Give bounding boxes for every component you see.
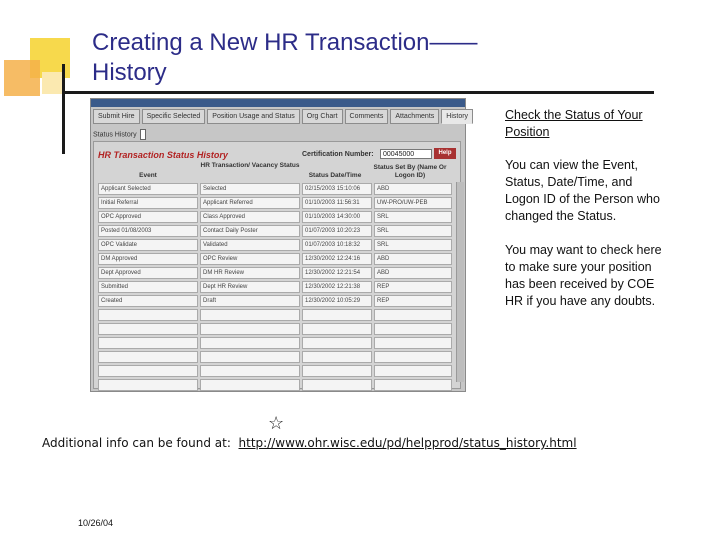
table-cell-setby: UW-PRO/UW-PEB [374,197,452,209]
status-history-table [98,183,454,393]
table-cell-status: Selected [200,183,300,195]
column-header-setby: Status Set By (Name Or Logon ID) [373,164,447,179]
table-cell-datetime: 01/10/2003 14:30:00 [302,211,372,223]
table-row-empty [98,379,454,391]
star-icon: ☆ [268,413,285,433]
help-button[interactable]: Help [434,148,456,159]
table-cell-empty [302,309,372,321]
table-cell-event: Applicant Selected [98,183,198,195]
table-row [98,225,454,237]
sidebar-heading: Check the Status of Your Position [505,108,643,139]
table-cell-status: Contact Daily Poster [200,225,300,237]
table-cell-status: Draft [200,295,300,307]
status-history-link[interactable]: http://www.ohr.wisc.edu/pd/helpprod/status_history.html [238,436,577,450]
tab-submit-hire[interactable]: Submit Hire [93,109,140,124]
table-cell-setby: REP [374,295,452,307]
table-cell-empty [302,365,372,377]
table-row [98,183,454,195]
table-cell-empty [200,351,300,363]
table-cell-datetime: 01/07/2003 10:18:32 [302,239,372,251]
vertical-rule [62,64,65,154]
slide-date: 10/26/04 [78,518,114,528]
table-cell-empty [374,365,452,377]
table-cell-empty [374,379,452,391]
table-cell-empty [200,365,300,377]
table-cell-empty [98,351,198,363]
table-cell-datetime: 12/30/2002 12:21:38 [302,281,372,293]
table-cell-empty [98,323,198,335]
table-cell-empty [200,323,300,335]
sidebar-paragraph-2: You may want to check here to make sure your position has been received by COE HR if you have any doubts. [505,243,662,308]
table-cell-status: Dept HR Review [200,281,300,293]
certification-label: Certification Number: [302,151,374,158]
tab-position-usage[interactable]: Position Usage and Status [207,109,300,124]
table-cell-empty [374,351,452,363]
sidebar-paragraph-1: You can view the Event, Status, Date/Time, and Logon ID of the Person who changed the Status. [505,158,660,223]
table-cell-empty [374,337,452,349]
subtab-indicator [140,129,146,140]
table-cell-status: OPC Review [200,253,300,265]
tab-history[interactable]: History [441,109,473,124]
table-row [98,211,454,223]
table-cell-empty [374,309,452,321]
title-rule [62,91,654,94]
table-cell-empty [98,309,198,321]
table-row-empty [98,351,454,363]
table-scrollbar[interactable] [456,182,464,382]
table-cell-event: Submitted [98,281,198,293]
table-row [98,267,454,279]
table-row [98,197,454,209]
table-cell-status: DM HR Review [200,267,300,279]
table-cell-status: Validated [200,239,300,251]
table-cell-datetime: 01/10/2003 11:56:31 [302,197,372,209]
table-cell-empty [302,323,372,335]
tab-attachments[interactable]: Attachments [390,109,439,124]
table-cell-empty [98,379,198,391]
table-cell-setby: ABD [374,253,452,265]
app-menu-bar [91,99,465,107]
column-header-event: Event [139,172,157,179]
decorative-square-orange [4,60,40,96]
table-cell-setby: REP [374,281,452,293]
table-cell-datetime: 12/30/2002 10:05:29 [302,295,372,307]
table-cell-empty [98,365,198,377]
table-cell-datetime: 12/30/2002 12:21:54 [302,267,372,279]
panel-title: HR Transaction Status History [98,150,228,160]
table-cell-empty [374,323,452,335]
table-cell-datetime: 12/30/2002 12:24:16 [302,253,372,265]
table-cell-event: Created [98,295,198,307]
table-cell-event: Posted 01/08/2003 [98,225,198,237]
column-header-datetime: Status Date/Time [308,172,362,179]
table-cell-empty [200,309,300,321]
table-row-empty [98,309,454,321]
table-cell-event: Dept Approved [98,267,198,279]
table-cell-empty [302,351,372,363]
decorative-square-pale [42,72,64,94]
slide-title-line2: History [92,59,167,86]
column-header-status: HR Transaction/ Vacancy Status [200,162,300,169]
table-row [98,253,454,265]
table-cell-datetime: 01/07/2003 10:20:23 [302,225,372,237]
table-cell-setby: ABD [374,183,452,195]
additional-info-label: Additional info can be found at: [42,436,231,450]
table-cell-empty [200,379,300,391]
tab-specific-selected[interactable]: Specific Selected [142,109,206,124]
table-cell-setby: ABD [374,267,452,279]
table-cell-status: Class Approved [200,211,300,223]
table-cell-setby: SRL [374,211,452,223]
table-cell-status: Applicant Referred [200,197,300,209]
table-cell-empty [302,337,372,349]
hr-status-history-screenshot [90,98,469,433]
subtab-label: Status History [93,131,137,139]
table-cell-datetime: 02/15/2003 15:10:06 [302,183,372,195]
table-cell-empty [302,379,372,391]
slide-title-line1: Creating a New HR Transaction—— [92,29,478,56]
table-cell-empty [98,337,198,349]
table-cell-event: OPC Validate [98,239,198,251]
slide-title [92,28,477,88]
table-cell-setby: SRL [374,239,452,251]
tab-bar [93,109,473,123]
tab-comments[interactable]: Comments [345,109,389,124]
certification-number-field[interactable]: 00045000 [380,149,432,159]
table-cell-setby: SRL [374,225,452,237]
status-history-panel [93,141,461,433]
table-cell-empty [200,337,300,349]
table-row [98,239,454,251]
tab-org-chart[interactable]: Org Chart [302,109,343,124]
table-row-empty [98,337,454,349]
table-cell-event: OPC Approved [98,211,198,223]
table-row-empty [98,323,454,335]
table-cell-event: Initial Referral [98,197,198,209]
table-row-empty [98,365,454,377]
table-row [98,295,454,307]
table-row [98,281,454,293]
subtab-status-history[interactable] [93,129,146,140]
additional-info [42,436,577,450]
table-cell-event: DM Approved [98,253,198,265]
